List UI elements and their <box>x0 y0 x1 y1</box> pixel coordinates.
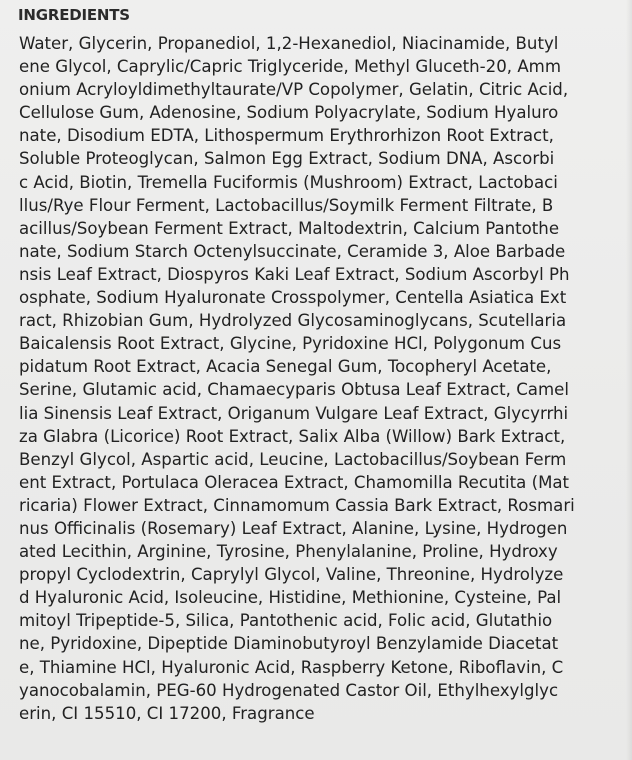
ingredients-line: onium Acryloyldimethyltaurate/VP Copolymer, Gelatin, Citric Acid, <box>19 80 569 100</box>
ingredients-line: Baicalensis Root Extract, Glycine, Pyridoxine HCl, Polygonum Cus <box>19 334 562 354</box>
ingredients-line: Serine, Glutamic acid, Chamaecyparis Obtusa Leaf Extract, Camel <box>19 380 569 400</box>
ingredients-line: za Glabra (Licorice) Root Extract, Salix Alba (Willow) Bark Extract, <box>19 426 566 446</box>
ingredients-line: nate, Sodium Starch Octenylsuccinate, Ceramide 3, Aloe Barbade <box>19 241 566 261</box>
ingredients-line: ricaria) Flower Extract, Cinnamomum Cassia Bark Extract, Rosmari <box>19 495 575 515</box>
ingredients-line: ene Glycol, Caprylic/Capric Triglyceride, Methyl Gluceth-20, Amm <box>19 57 561 77</box>
ingredients-line: osphate, Sodium Hyaluronate Crosspolymer, Centella Asiatica Ext <box>19 288 567 308</box>
ingredients-line: erin, CI 15510, CI 17200, Fragrance <box>19 703 315 723</box>
ingredients-line: yanocobalamin, PEG-60 Hydrogenated Castor Oil, Ethylhexylglyc <box>19 680 559 700</box>
ingredients-list <box>19 32 624 725</box>
ingredients-line: lia Sinensis Leaf Extract, Origanum Vulgare Leaf Extract, Glycyrrhi <box>19 403 569 423</box>
ingredients-line: d Hyaluronic Acid, Isoleucine, Histidine, Methionine, Cysteine, Pal <box>19 588 562 608</box>
ingredients-line: mitoyl Tripeptide-5, Silica, Pantothenic acid, Folic acid, Glutathio <box>19 611 553 631</box>
ingredients-line: Cellulose Gum, Adenosine, Sodium Polyacrylate, Sodium Hyaluro <box>19 103 559 123</box>
ingredients-line: ated Lecithin, Arginine, Tyrosine, Phenylalanine, Proline, Hydroxy <box>19 542 558 562</box>
ingredients-line: nus Officinalis (Rosemary) Leaf Extract, Alanine, Lysine, Hydrogen <box>19 518 568 538</box>
ingredients-line: Benzyl Glycol, Aspartic acid, Leucine, Lactobacillus/Soybean Ferm <box>19 449 567 469</box>
ingredients-line: Water, Glycerin, Propanediol, 1,2-Hexanediol, Niacinamide, Butyl <box>19 34 559 53</box>
edge-shadow <box>626 0 632 760</box>
ingredients-line: ent Extract, Portulaca Oleracea Extract, Chamomilla Recutita (Mat <box>19 472 570 492</box>
ingredients-line: Soluble Proteoglycan, Salmon Egg Extract, Sodium DNA, Ascorbi <box>19 149 555 169</box>
ingredients-line: acillus/Soybean Ferment Extract, Maltodextrin, Calcium Pantothe <box>19 218 560 238</box>
ingredients-line: propyl Cyclodextrin, Caprylyl Glycol, Valine, Threonine, Hydrolyze <box>19 565 564 585</box>
ingredients-line: nate, Disodium EDTA, Lithospermum Erythrorhizon Root Extract, <box>19 126 554 146</box>
ingredients-line: c Acid, Biotin, Tremella Fuciformis (Mushroom) Extract, Lactobaci <box>19 172 558 192</box>
ingredients-line: pidatum Root Extract, Acacia Senegal Gum, Tocopheryl Acetate, <box>19 357 552 377</box>
ingredients-line: llus/Rye Flour Ferment, Lactobacillus/Soymilk Ferment Filtrate, B <box>19 195 554 215</box>
ingredients-line: ract, Rhizobian Gum, Hydrolyzed Glycosaminoglycans, Scutellaria <box>19 311 567 331</box>
ingredients-heading: INGREDIENTS <box>18 6 130 24</box>
ingredients-line: e, Thiamine HCl, Hyaluronic Acid, Raspberry Ketone, Riboflavin, C <box>19 657 564 677</box>
ingredients-line: nsis Leaf Extract, Diospyros Kaki Leaf Extract, Sodium Ascorbyl Ph <box>19 264 570 284</box>
ingredients-line: ne, Pyridoxine, Dipeptide Diaminobutyroyl Benzylamide Diacetat <box>19 634 559 654</box>
